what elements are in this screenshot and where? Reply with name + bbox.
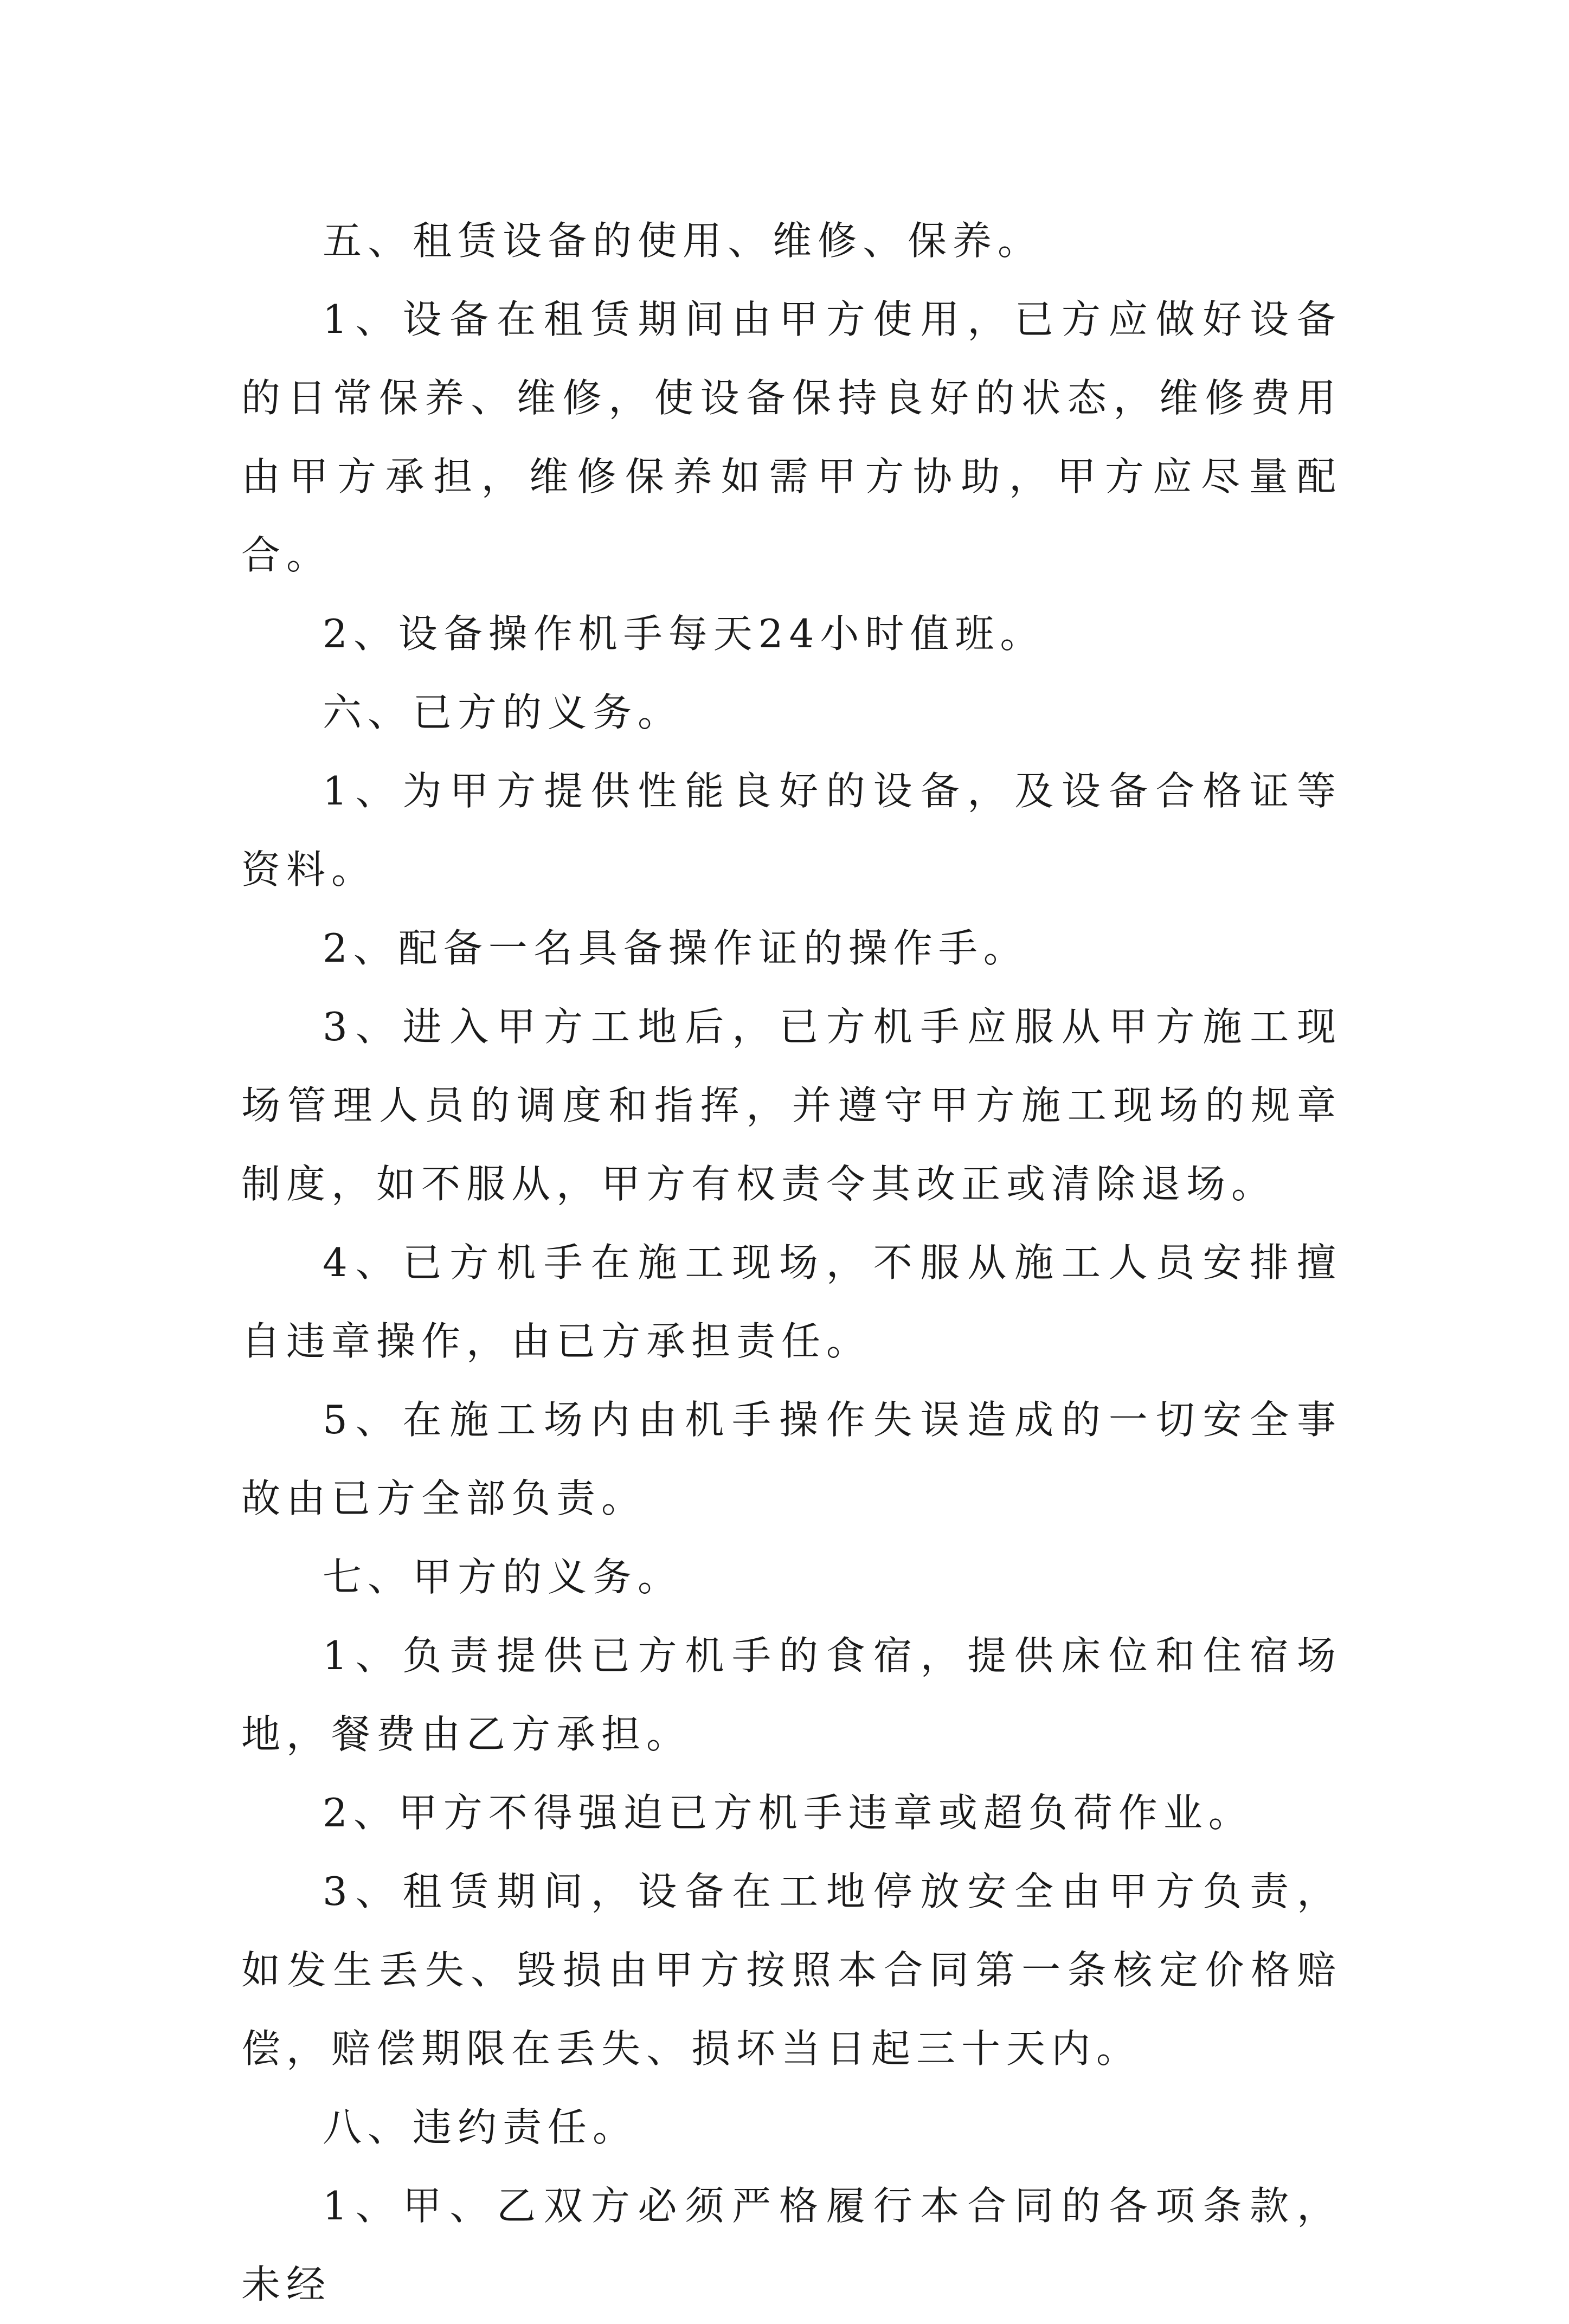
section-heading-liability: 八、违约责任。 (323, 2104, 638, 2150)
paragraph-party-b-item-5: 5、在施工场内由机手操作失误造成的一切安全事故由已方全部负责。 (241, 1397, 1342, 1521)
paragraph-party-b-item-4: 4、已方机手在施工现场，不服从施工人员安排擅自违章操作，由已方承担责任。 (241, 1240, 1342, 1364)
paragraph-usage-item-2: 2、设备操作机手每天24小时值班。 (323, 611, 1045, 656)
paragraph-liability-item-1: 1、甲、乙双方必须严格履行本合同的各项条款，未经 (241, 2183, 1342, 2307)
paragraph-usage-item-1: 1、设备在租赁期间由甲方使用，已方应做好设备的日常保养、维修，使设备保持良好的状态，维修费用由甲方承担，维修保养如需甲方协助，甲方应尽量配合。 (241, 297, 1342, 578)
section-heading-usage-maintenance: 五、租赁设备的使用、维修、保养。 (323, 218, 1043, 263)
document-body (241, 202, 1342, 2324)
paragraph-party-b-item-2: 2、配备一名具备操作证的操作手。 (323, 925, 1028, 971)
paragraph-party-a-item-3: 3、租赁期间，设备在工地停放安全由甲方负责，如发生丢失、毁损由甲方按照本合同第一条核定价格赔偿，赔偿期限在丢失、损坏当日起三十天内。 (241, 1869, 1342, 2071)
paragraph-party-b-item-3: 3、进入甲方工地后，已方机手应服从甲方施工现场管理人员的调度和指挥，并遵守甲方施工现场的规章制度，如不服从，甲方有权责令其改正或清除退场。 (241, 1004, 1342, 1207)
paragraph-party-a-item-1: 1、负责提供已方机手的食宿，提供床位和住宿场地，餐费由乙方承担。 (241, 1633, 1342, 1757)
paragraph-party-a-item-2: 2、甲方不得强迫已方机手违章或超负荷作业。 (323, 1790, 1253, 1836)
section-heading-party-b-obligations: 六、已方的义务。 (323, 690, 683, 735)
paragraph-party-b-item-1: 1、为甲方提供性能良好的设备，及设备合格证等资料。 (241, 768, 1342, 892)
section-heading-party-a-obligations: 七、甲方的义务。 (323, 1554, 683, 1600)
